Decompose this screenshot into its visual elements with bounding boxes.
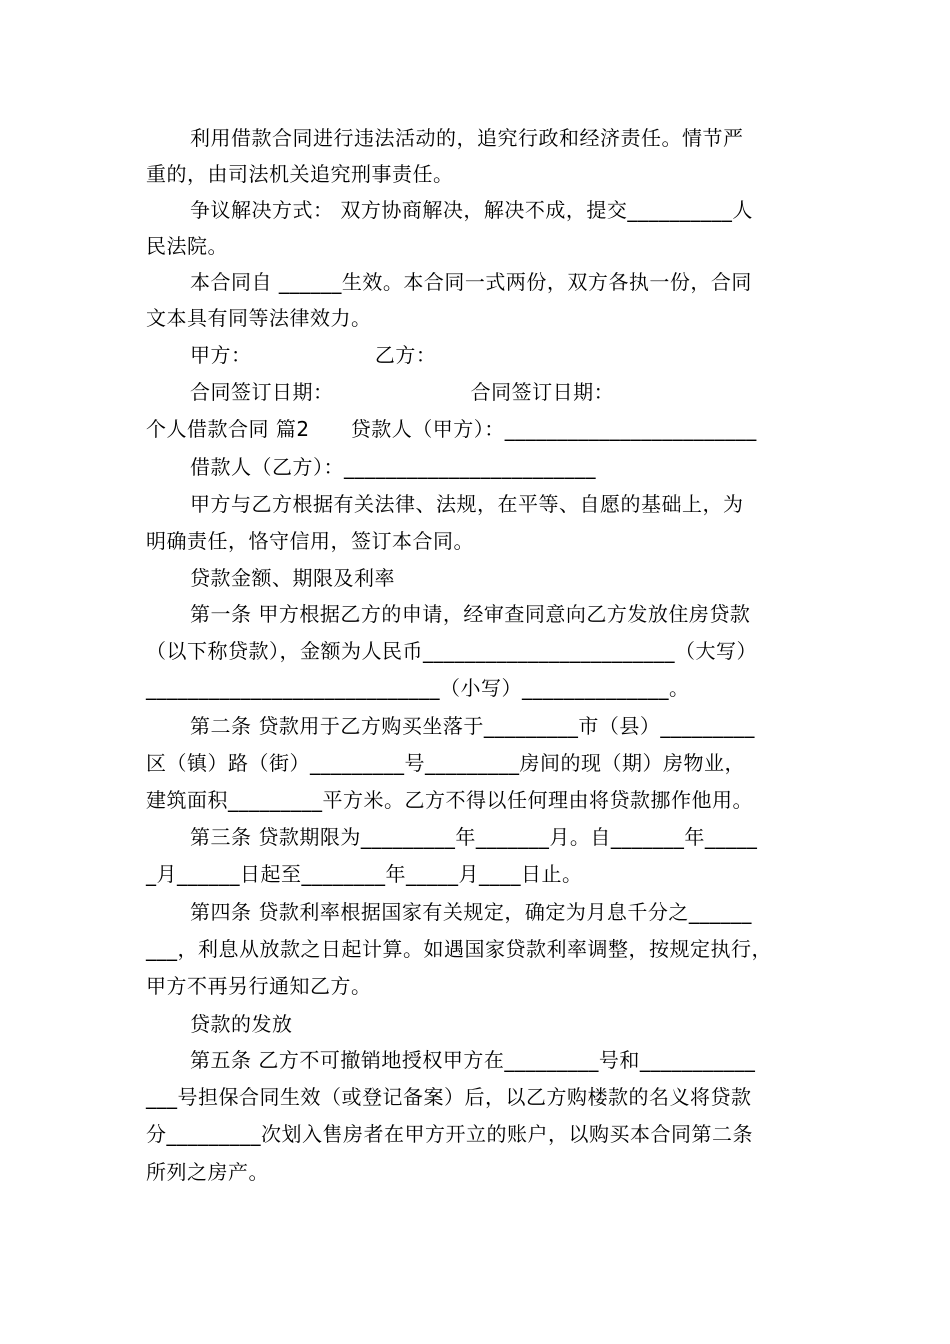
- paragraph-line: ____________________________（小写）______________。: [146, 676, 690, 700]
- paragraph-line: 第三条 贷款期限为_________年_______月。自_______年_____: [190, 825, 758, 849]
- signature-party-line: 甲方： 乙方：: [190, 343, 437, 367]
- paragraph-line: 区（镇）路（街）_________号_________房间的现（期）房物业，: [146, 751, 745, 775]
- paragraph-line: 分_________次划入售房者在甲方开立的账户，以购买本合同第二条: [146, 1122, 753, 1146]
- paragraph-line: 文本具有同等法律效力。: [146, 306, 372, 330]
- paragraph-line: 第四条 贷款利率根据国家有关规定，确定为月息千分之______: [190, 900, 752, 924]
- paragraph-line: 民法院。: [146, 234, 228, 258]
- subheading-line: 贷款的发放: [190, 1012, 293, 1036]
- paragraph-line: 所列之房产。: [146, 1160, 269, 1184]
- paragraph-line: 借款人（乙方）：________________________: [190, 455, 596, 479]
- paragraph-line: 甲方不再另行通知乙方。: [146, 974, 372, 998]
- paragraph-line: ___，利息从放款之日起计算。如遇国家贷款利率调整，按规定执行，: [146, 937, 772, 961]
- paragraph-line: _月______日起至________年_____月____日止。: [146, 862, 583, 886]
- paragraph-line: 甲方与乙方根据有关法律、法规，在平等、自愿的基础上，为: [190, 492, 744, 516]
- paragraph-line: 本合同自 ______生效。本合同一式两份，双方各执一份，合同: [190, 270, 752, 294]
- paragraph-line: 第二条 贷款用于乙方购买坐落于_________市（县）_________: [190, 714, 755, 738]
- paragraph-line: 第五条 乙方不可撤销地授权甲方在_________号和___________: [190, 1048, 756, 1072]
- subheading-line: 贷款金额、期限及利率: [190, 566, 395, 590]
- paragraph-line: 利用借款合同进行违法活动的，追究行政和经济责任。情节严: [190, 126, 744, 150]
- paragraph-line: 第一条 甲方根据乙方的申请，经审查同意向乙方发放住房贷款: [190, 602, 751, 626]
- paragraph-line: 重的，由司法机关追究刑事责任。: [146, 162, 454, 186]
- section-heading-line: 个人借款合同 篇2 贷款人（甲方）：________________________: [146, 417, 757, 441]
- paragraph-line: （以下称贷款），金额为人民币________________________（大写）: [146, 639, 757, 663]
- signature-date-line: 合同签订日期： 合同签订日期：: [190, 380, 615, 404]
- paragraph-line: 明确责任，恪守信用，签订本合同。: [146, 529, 474, 553]
- paragraph-line: ___号担保合同生效（或登记备案）后，以乙方购楼款的名义将贷款: [146, 1085, 752, 1109]
- paragraph-line: 争议解决方式： 双方协商解决，解决不成，提交__________人: [190, 198, 753, 222]
- paragraph-line: 建筑面积_________平方米。乙方不得以任何理由将贷款挪作他用。: [146, 788, 753, 812]
